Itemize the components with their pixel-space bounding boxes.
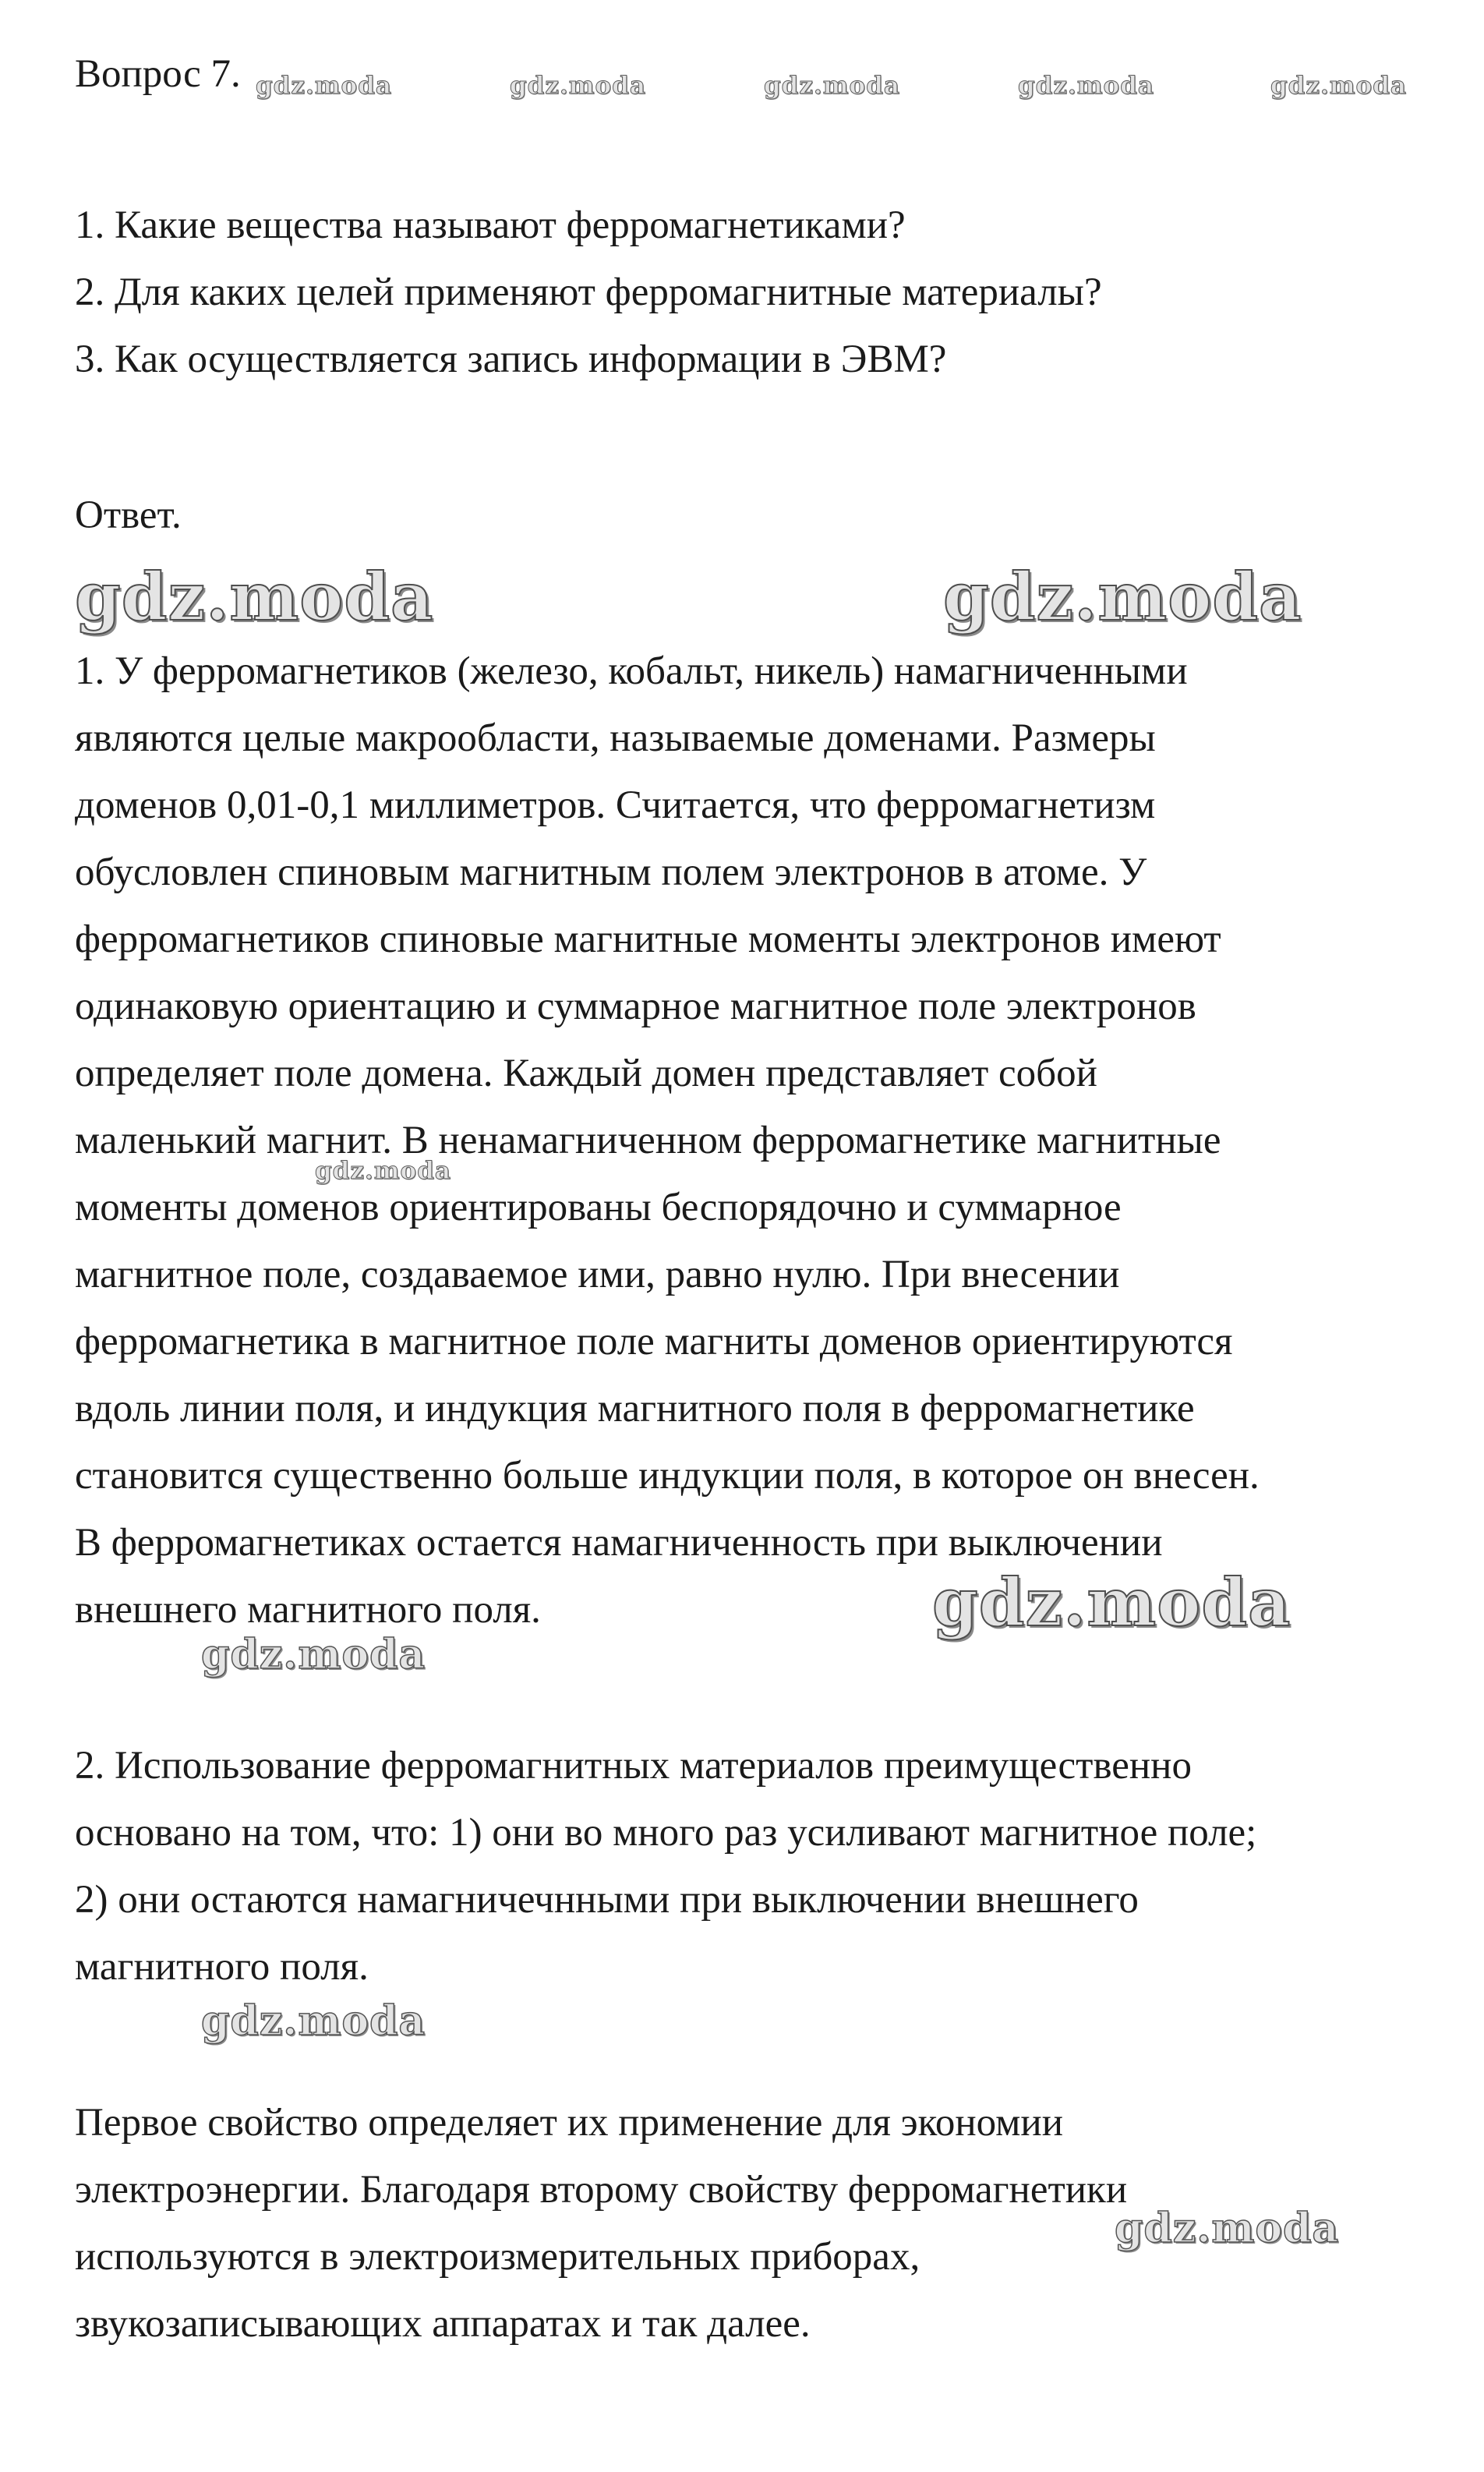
paragraph-1-line: В ферромагнетиках остается намагниченность при выключении xyxy=(75,1521,1163,1565)
question-title: Вопрос 7. xyxy=(75,52,241,96)
paragraph-1-line: одинаковую ориентацию и суммарное магнитное поле электронов xyxy=(75,985,1196,1028)
paragraph-3-line: электроэнергии. Благодаря второму свойству ферромагнетики xyxy=(75,2168,1128,2212)
question-1: 1. Какие вещества называют ферромагнетиками? xyxy=(75,203,906,247)
watermark-logo: gdz.moda xyxy=(201,1631,426,1678)
paragraph-1-line: моменты доменов ориентированы беспорядочно и суммарное xyxy=(75,1186,1122,1229)
paragraph-1-line: внешнего магнитного поля. xyxy=(75,1588,541,1632)
paragraph-1-line: ферромагнетиков спиновые магнитные моменты электронов имеют xyxy=(75,918,1221,961)
question-2: 2. Для каких целей применяют ферромагнитные материалы? xyxy=(75,271,1102,314)
paragraph-1-line: становится существенно больше индукции поля, в которое он внесен. xyxy=(75,1454,1260,1498)
paragraph-1-line: магнитное поле, создаваемое ими, равно нулю. При внесении xyxy=(75,1253,1120,1296)
watermark-logo: gdz.moda xyxy=(510,72,646,100)
paragraph-1-line: маленький магнит. В ненамагниченном ферромагнетике магнитные xyxy=(75,1119,1221,1162)
question-3: 3. Как осуществляется запись информации в ЭВМ? xyxy=(75,338,947,381)
watermark-logo: gdz.moda xyxy=(201,1997,426,2045)
watermark-logo: gdz.moda xyxy=(75,558,434,635)
answer-label: Ответ. xyxy=(75,493,182,537)
paragraph-1-line: являются целые макрообласти, называемые доменами. Размеры xyxy=(75,716,1156,760)
paragraph-2-line: 2) они остаются намагничечнными при выключении внешнего xyxy=(75,1878,1139,1922)
watermark-logo: gdz.moda xyxy=(943,558,1302,635)
paragraph-2-line: основано на том, что: 1) они во много раз усиливают магнитное поле; xyxy=(75,1811,1257,1855)
watermark-logo: gdz.moda xyxy=(256,72,392,100)
paragraph-3-line: звукозаписывающих аппаратах и так далее. xyxy=(75,2302,811,2346)
paragraph-3-line: Первое свойство определяет их применение для экономии xyxy=(75,2101,1064,2145)
paragraph-2-line: 2. Использование ферромагнитных материалов преимущественно xyxy=(75,1744,1192,1788)
paragraph-2-line: магнитного поля. xyxy=(75,1945,369,1989)
paragraph-1-line: вдоль линии поля, и индукция магнитного поля в ферромагнетике xyxy=(75,1387,1195,1431)
watermark-logo: gdz.moda xyxy=(315,1157,451,1185)
paragraph-1-line: 1. У ферромагнетиков (железо, кобальт, никель) намагниченными xyxy=(75,649,1188,693)
watermark-logo: gdz.moda xyxy=(1270,72,1407,100)
watermark-logo: gdz.moda xyxy=(932,1564,1291,1641)
paragraph-3-line: используются в электроизмерительных приборах, xyxy=(75,2235,920,2279)
paragraph-1-line: обусловлен спиновым магнитным полем электронов в атоме. У xyxy=(75,851,1147,894)
watermark-logo: gdz.moda xyxy=(764,72,900,100)
watermark-logo: gdz.moda xyxy=(1018,72,1154,100)
paragraph-1-line: определяет поле домена. Каждый домен представляет собой xyxy=(75,1052,1097,1095)
watermark-logo: gdz.moda xyxy=(1115,2205,1340,2252)
paragraph-1-line: доменов 0,01-0,1 миллиметров. Считается, что ферромагнетизм xyxy=(75,783,1156,827)
paragraph-1-line: ферромагнетика в магнитное поле магниты доменов ориентируются xyxy=(75,1320,1233,1363)
